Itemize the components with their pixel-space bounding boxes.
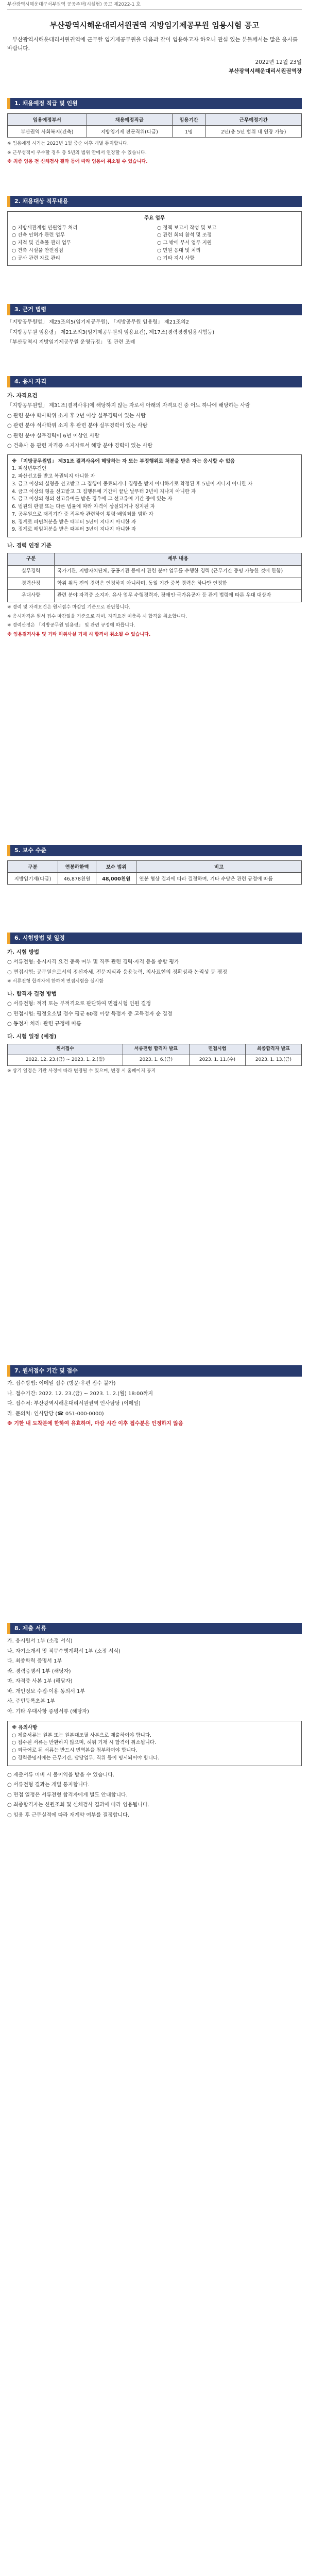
duty-item: ○ 기타 지시 사항: [157, 255, 195, 261]
table-header: 원서접수: [8, 1044, 123, 1055]
table-cell: 2023. 1. 13.(금): [245, 1055, 301, 1065]
table-header: 임용기간: [172, 114, 205, 126]
table-cell: 연봉 협상 결과에 따라 결정하며, 기타 수당은 관련 규정에 따름: [136, 873, 302, 885]
subsection-title: 가. 자격요건: [7, 393, 38, 399]
section-title: 5. 보수 수준: [7, 845, 302, 856]
document-note: ○ 임용 후 근무실적에 따라 재계약 여부를 결정합니다.: [7, 1812, 130, 1818]
caution-item: ○ 접수된 서류는 반환하지 않으며, 허위 기재 시 합격이 취소됩니다.: [12, 1740, 157, 1746]
table-header: 서류전형 합격자 발표: [123, 1044, 189, 1055]
note-line: ※ 임용예정 시기는 2023년 1월 중순 이후 개별 통지합니다.: [7, 141, 129, 146]
document-item: 나. 자기소개서 및 직무수행계획서 1부 (소정 서식): [7, 1648, 121, 1654]
document-note: ○ 면접 일정은 서류전형 합격자에게 별도 안내합니다.: [7, 1792, 128, 1798]
duty-item: ○ 지적 및 건축물 관리 업무: [12, 240, 72, 246]
table-header: 근무예정기간: [205, 114, 301, 126]
note-line: ※ 경력 및 자격요건은 원서접수 마감일 기준으로 판단합니다.: [7, 605, 131, 611]
table-header: 면접시험: [189, 1044, 245, 1055]
table-cell: 1명: [172, 126, 205, 138]
document-note: ○ 최종합격자는 신원조회 및 신체검사 결과에 따라 임용됩니다.: [7, 1802, 149, 1808]
note-line: ※ 경력산정은 「지방공무원 임용령」 및 관련 규정에 따릅니다.: [7, 623, 135, 629]
table-header: 최종합격자 발표: [245, 1044, 301, 1055]
table-row: [8, 578, 302, 590]
table-row: [8, 126, 302, 138]
table-cell: 학위 취득 전의 경력은 인정하지 아니하며, 동일 기간 중복 경력은 하나만 인정함: [55, 578, 302, 590]
section-title: 2. 채용대상 직무내용: [7, 196, 302, 207]
section-application: [7, 1365, 302, 1430]
table-header: 보수 범위: [96, 861, 136, 873]
table-cell: 2023. 1. 11.(수): [189, 1055, 245, 1065]
table-cell: 실무경력: [8, 565, 55, 578]
application-line: 나. 접수기간: 2022. 12. 23.(금) ~ 2023. 1. 2.(월) 18:00까지: [7, 1391, 153, 1397]
disqualification-item: 8. 징계로 파면처분을 받은 때부터 5년이 지나지 아니한 자: [12, 519, 136, 525]
document-item: 가. 응시원서 1부 (소정 서식): [7, 1638, 73, 1644]
application-line: 라. 문의처: 인사담당 (☎ 051-000-0000): [7, 1411, 104, 1417]
document-item: 사. 주민등록초본 1부: [7, 1699, 56, 1704]
disqualification-box: [7, 454, 302, 537]
document-note: ○ 서류전형 결과는 개별 통지합니다.: [7, 1782, 90, 1788]
disqualification-title: ※ 「지방공무원법」 제31조 결격사유에 해당하는 자 또는 부정행위로 처분을 받은 자는 응시할 수 없음: [12, 458, 235, 464]
table-cell: 2023. 1. 6.(금): [123, 1055, 189, 1065]
table-header-row: [8, 861, 302, 873]
section-documents: [7, 1623, 302, 1821]
table-cell: 2년(총 5년 범위 내 연장 가능): [205, 126, 301, 138]
exam-line: ※ 서류전형 합격자에 한하여 면접시험을 실시함: [7, 979, 104, 985]
notice-signer: 부산광역시해운대리서원권역장: [228, 67, 302, 74]
exam-line: ○ 서류전형: 적격 또는 부적격으로 판단하여 면접시험 인원 결정: [7, 1001, 151, 1007]
table-cell: 지방임기제 전문직위(다급): [87, 126, 172, 138]
table-header-row: [8, 553, 302, 566]
table-header: 구분: [8, 861, 58, 873]
application-body: [7, 1380, 302, 1428]
subsection-title: 나. 합격자 결정 방법: [7, 990, 57, 997]
eligibility-line: ○ 관련 분야 학사학위 소지 후 2년 이상 실무경력이 있는 사람: [7, 413, 146, 419]
subsection-title: 가. 시험 방법: [7, 949, 40, 955]
caution-item: ○ 경력증명서에는 근무기간, 담당업무, 직위 등이 명시되어야 합니다.: [12, 1755, 160, 1761]
eligibility-body: [7, 392, 302, 638]
document-item: 마. 자격증 사본 1부 (해당자): [7, 1679, 73, 1684]
table-row: [8, 565, 302, 578]
duty-item: ○ 관련 회의 참석 및 조정: [157, 232, 212, 239]
legal-item: 「부산광역시 지방임기제공무원 운영규정」 및 관련 조례: [7, 340, 135, 345]
legal-item: 「지방공무원법」 제25조의5(임기제공무원), 「지방공무원 임용령」 제21조의2: [7, 319, 190, 325]
note-line: ※ 응시자격은 원서 접수 마감일을 기준으로 하며, 자격요건 미충족 시 합격을 취소합니다.: [7, 614, 187, 619]
document-item: 라. 경력증명서 1부 (해당자): [7, 1668, 71, 1674]
exam-line: ○ 동점자 처리: 관련 규정에 따름: [7, 1021, 81, 1027]
exam-method-body: [7, 948, 302, 1075]
legal-item: 「지방공무원 임용령」 제21조의3(임기제공무원의 임용요건), 제17조(경력경쟁임용시험등): [7, 329, 215, 335]
duty-item: ○ 지방세관계법 민원업무 처리: [12, 225, 78, 231]
section-exam-method: [7, 933, 302, 1077]
caution-item: ○ 외국어로 된 서류는 반드시 번역본을 첨부하여야 합니다.: [12, 1748, 138, 1754]
section-title: 3. 근거 법령: [7, 304, 302, 315]
exam-line: ○ 면접시험: 공무원으로서의 정신자세, 전문지식과 응용능력, 의사표현의 정확성과 논리성 등 평정: [7, 969, 227, 975]
table-cell: 46,878천원: [58, 873, 96, 885]
section-title: 1. 채용예정 직급 및 인원: [7, 98, 302, 109]
section-title: 8. 제출 서류: [7, 1623, 302, 1634]
warning-line: ※ 임용결격사유 및 기타 허위사실 기재 시 합격이 취소될 수 있습니다.: [7, 632, 151, 637]
eligibility-line: 「지방공무원법」 제31조(결격사유)에 해당하지 않는 자로서 아래의 자격요건 중 어느 하나에 해당하는 사람: [7, 403, 250, 409]
table-header: 구분: [8, 553, 55, 566]
notice-date: 2022년 12월 23일: [255, 59, 302, 65]
application-line: 가. 접수방법: 이메일 접수 (방문·우편 접수 불가): [7, 1381, 116, 1386]
notice-heading: [7, 20, 302, 75]
disqualification-item: 5. 금고 이상의 형의 선고유예를 받은 경우에 그 선고유예 기간 중에 있는 자: [12, 496, 173, 502]
note-line: ※ 상기 일정은 기관 사정에 따라 변경될 수 있으며, 변경 시 홈페이지 공지: [7, 1068, 156, 1074]
table-cell: 48,000천원: [96, 873, 136, 885]
document-item: 아. 기타 우대사항 증빙서류 (해당자): [7, 1708, 89, 1715]
table-header: 연봉하한액: [58, 861, 96, 873]
salary-table: [7, 860, 302, 885]
document-item: 바. 개인정보 수집·이용 동의서 1부: [7, 1688, 85, 1694]
table-row: [8, 1055, 302, 1065]
documents-caution-box: [7, 1721, 302, 1766]
duties-box-title: 주요 업무: [144, 215, 165, 221]
duty-item: ○ 그 밖에 부서 업무 지원: [157, 240, 212, 246]
table-header: 비고: [136, 861, 302, 873]
duty-item: ○ 민원 응대 및 처리: [157, 247, 201, 253]
eligibility-line: ○ 관련 분야 실무경력이 6년 이상인 사람: [7, 433, 100, 439]
duties-box: [7, 211, 302, 266]
section-positions: [7, 98, 302, 168]
duty-item: ○ 건축 시설물 안전점검: [12, 247, 63, 253]
positions-table: [7, 113, 302, 138]
caution-title: ※ 유의사항: [12, 1725, 38, 1731]
document-note: ○ 제출서류 미비 시 불이익을 받을 수 있습니다.: [7, 1772, 115, 1778]
positions-notes: [7, 141, 302, 166]
table-cell: 국가기관, 지방자치단체, 공공기관 등에서 관련 분야 업무를 수행한 경력 (근무기간 증명 가능한 것에 한함): [55, 565, 302, 578]
exam-line: ○ 면접시험: 평정요소별 점수 평균 60점 이상 득점자 중 고득점자 순 결정: [7, 1011, 173, 1017]
subsection-title: 다. 시험 일정 (예정): [7, 1033, 57, 1040]
note-line: ※ 근무성적이 우수할 경우 총 5년의 범위 안에서 연장할 수 있습니다.: [7, 150, 147, 156]
table-row: [8, 873, 302, 885]
document-item: 다. 최종학력 증명서 1부: [7, 1658, 62, 1664]
exam-line: ○ 서류전형: 응시자격 요건 충족 여부 및 직무 관련 경력·자격 등을 종합 평가: [7, 959, 179, 965]
schedule-table: [7, 1044, 302, 1066]
duty-item: ○ 정책 보고서 작성 및 보고: [157, 225, 217, 231]
table-header: 채용예정직급: [87, 114, 172, 126]
section-title: 6. 시험방법 및 일정: [7, 933, 302, 944]
table-cell: 경력산정: [8, 578, 55, 590]
legal-basis-list: [7, 318, 302, 347]
table-header: 임용예정부서: [8, 114, 87, 126]
subsection-title: 나. 경력 인정 기준: [7, 542, 52, 549]
disqualification-item: 7. 공무원으로 재직기간 중 직무와 관련하여 횡령·배임죄를 범한 자: [12, 511, 153, 517]
career-table: [7, 553, 302, 602]
section-salary: [7, 845, 302, 885]
caution-item: ○ 제출서류는 원본 또는 원본대조필 사본으로 제출하여야 합니다.: [12, 1732, 152, 1738]
duty-item: ○ 공사 관련 자료 관리: [12, 255, 60, 261]
duties-left-column: [12, 225, 152, 263]
section-legal-basis: [7, 304, 302, 349]
table-cell: 관련 분야 자격증 소지자, 유사 업무 수행경력자, 장애인·국가유공자 등 관계 법령에 따른 우대 대상자: [55, 590, 302, 602]
application-line: 다. 접수처: 부산광역시해운대리서원권역 인사담당 (이메일): [7, 1401, 141, 1406]
table-cell: 우대사항: [8, 590, 55, 602]
duty-item: ○ 건축 인허가 관련 업무: [12, 232, 65, 239]
disqualification-item: 1. 피성년후견인: [12, 466, 47, 472]
section-eligibility: [7, 376, 302, 640]
table-cell: 지방임기제(다급): [8, 873, 58, 885]
eligibility-line: ○ 건축사 등 관련 자격증 소지자로서 해당 분야 경력이 있는 사람: [7, 443, 153, 449]
duties-right-column: [157, 225, 297, 263]
disqualification-item: 3. 금고 이상의 실형을 선고받고 그 집행이 종료되거나 집행을 받지 아니하기로 확정된 후 5년이 지나지 아니한 자: [12, 481, 253, 487]
section-title: 4. 응시 자격: [7, 376, 302, 387]
disqualification-item: 9. 징계로 해임처분을 받은 때부터 3년이 지나지 아니한 자: [12, 527, 136, 533]
table-header: 세부 내용: [55, 553, 302, 566]
table-header-row: [8, 114, 302, 126]
documents-body: [7, 1637, 302, 1819]
table-cell: 2022. 12. 23.(금) ~ 2023. 1. 2.(월): [8, 1055, 123, 1065]
notice-title: 부산광역시해운대리서원권역 지방임기제공무원 임용시험 공고: [49, 21, 260, 30]
disqualification-item: 2. 파산선고를 받고 복권되지 아니한 자: [12, 473, 95, 480]
note-line: ※ 최종 임용 전 신체검사 결과 등에 따라 임용이 취소될 수 있습니다.: [7, 159, 148, 164]
disqualification-item: 4. 금고 이상의 형을 선고받고 그 집행유예 기간이 끝난 날부터 2년이 지나지 아니한 자: [12, 488, 196, 495]
notice-intro: 부산광역시해운대리서원권역에 근무할 임기제공무원을 다음과 같이 임용하고자 하오니 관심 있는 분들께서는 많은 응시를 바랍니다.: [7, 37, 298, 52]
warning-line: ※ 기한 내 도착분에 한하여 유효하며, 마감 시간 이후 접수분은 인정하지 않음: [7, 1421, 183, 1427]
disqualification-item: 6. 법원의 판결 또는 다른 법률에 따라 자격이 상실되거나 정지된 자: [12, 504, 155, 510]
document-header-line: 부산광역시해운대구서부권역 공공주택(시설형) 공고 제2022-1 호: [7, 0, 302, 10]
table-header-row: [8, 1044, 302, 1055]
section-duties: [7, 196, 302, 266]
section-title: 7. 원서접수 기간 및 접수: [7, 1365, 302, 1377]
table-cell: 부산권역 사회복지(건축): [8, 126, 87, 138]
eligibility-line: ○ 관련 분야 석사학위 소지 후 관련 분야 실무경력이 있는 사람: [7, 423, 148, 429]
table-row: [8, 590, 302, 602]
